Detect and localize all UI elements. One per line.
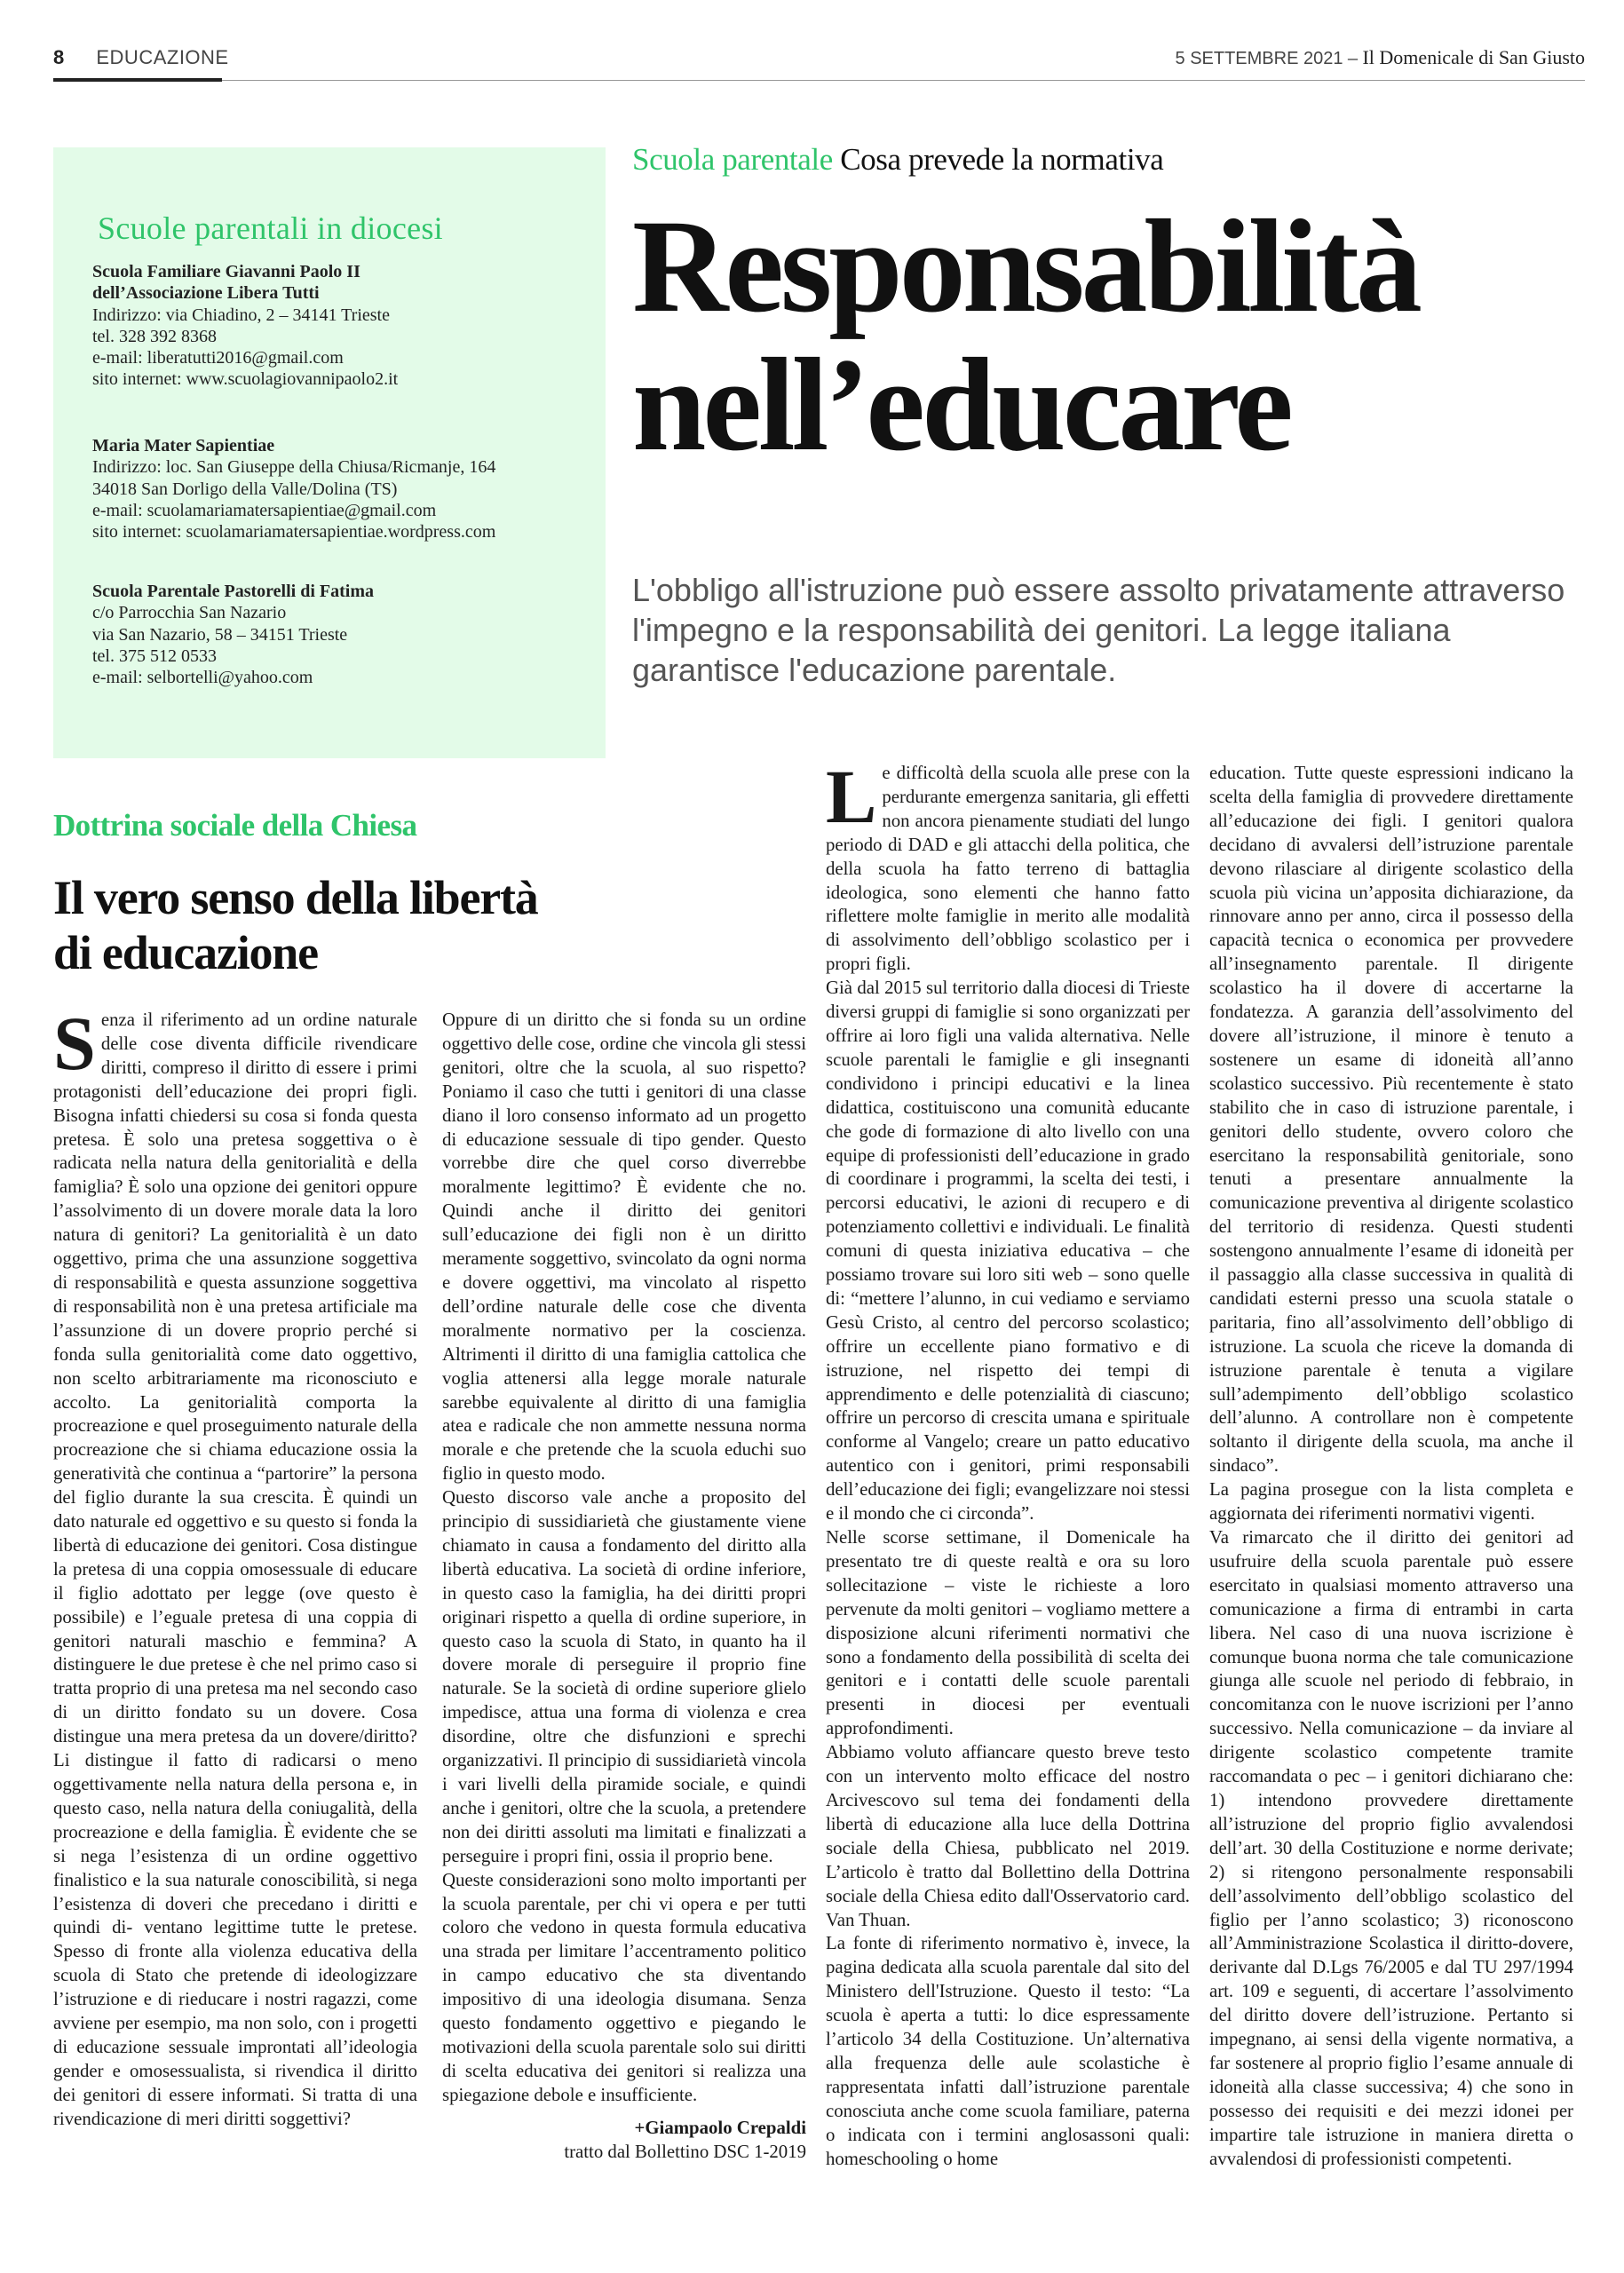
school-email: e-mail: liberatutti2016@gmail.com (92, 348, 344, 368)
page-header-left (53, 46, 229, 69)
publication-name: Il Domenicale di San Giusto (1362, 46, 1585, 68)
secondary-title (53, 870, 538, 980)
drop-cap: S (53, 1001, 96, 1086)
article-column-2 (442, 1009, 806, 2165)
body-paragraph: education. Tutte queste espressioni indicano la scelta della famiglia di provvedere direttamente all’educazione dei figli. I genitori qualora decidano di avvalersi dell’istruzione parentale devono rilasciare al dirigente scolastico della scuola più vicina un’apposita dichiarazione, da rinnovare anno per anno, circa il possesso della capacità tecnica o economica per provvedere all’insegnamento parentale. Il dirigente scolastico ha il dovere di accertarne la fondatezza. A garanzia dell’assolvimento del dovere all’istruzione, il minore è tenuto a sostenere un esame di idoneità all’anno scolastico successivo. Più recentemente è stato stabilito che in caso di istruzione parentale, i genitori dello studente, ovvero coloro che esercitano la responsabilità genitoriale, sono tenuti a presentare annualmente la comunicazione preventiva al dirigente scolastico del territorio di residenza. Questi studenti sostengono annualmente l’esame di idoneità per il passaggio alla classe successiva in qualità di candidati esterni presso una scuola statale o paritaria, fino all’assolvimento dell’obbligo di istruzione. La scuola che riceve la domanda di istruzione parentale è tenuta a vigilare sull’adempimento dell’obbligo scolastico dell’alunno. A controllare non è competente soltanto il dirigente della scuola, ma anche il sindaco”. (1209, 763, 1573, 1477)
school-address-cont: 34018 San Dorligo della Valle/Dolina (TS) (92, 479, 398, 499)
sidebar-title: Scuole parentali in diocesi (98, 210, 443, 246)
header-rule-accent (53, 78, 222, 82)
page-header-right (1176, 46, 1585, 69)
article-column-1 (53, 1001, 417, 2132)
school-address: Indirizzo: via Chiadino, 2 – 34141 Trieste (92, 305, 390, 325)
article-column-3 (826, 754, 1190, 2171)
header-rule (53, 80, 1585, 81)
body-paragraph: La pagina prosegue con la lista completa e aggiornata dei riferimenti normativi vigenti. (1209, 1479, 1573, 1525)
main-kicker-green: Scuola parentale (632, 142, 833, 177)
school-address: Indirizzo: loc. San Giuseppe della Chiusa/Ricmanje, 164 (92, 457, 496, 478)
school-name: Scuola Parentale Pastorelli di Fatima (92, 582, 375, 601)
article-column-4 (1209, 762, 1573, 2171)
article-signature: +Giampaolo Crepaldi (634, 2117, 806, 2138)
body-paragraph: Nelle scorse settimane, il Domenicale ha presentato tre di queste realtà e ora su loro sollecitazione – viste le richieste a loro pervenute da molti genitori – vogliamo mettere a disposizione alcuni riferimenti normativi che sono a fondamento della possibilità di scelta dei genitori e i contatti delle scuole parentali presenti in diocesi per eventuali approfondimenti. (826, 1527, 1190, 1739)
school-website: sito internet: scuolamariamatersapientiae.wordpress.com (92, 522, 496, 543)
article-source: tratto dal Bollettino DSC 1-2019 (564, 2141, 806, 2162)
school-name-cont: dell’Associazione Libera Tutti (92, 283, 320, 304)
body-paragraph: Oppure di un diritto che si fonda su un ordine oggettivo delle cose, ordine che vincola gli stessi genitori, oltre che la scuola, al suo rispetto? Poniamo il caso che tutti i genitori di una classe diano il loro consenso informato ad un progetto di educazione sessuale di tipo gender. Questo vorrebbe dire che quel corso diverrebbe moralmente legittimo? È evidente che no. Quindi anche il diritto dei genitori sull’educazione dei figli non è un diritto meramente soggettivo, svincolato da ogni norma e dovere oggettivi, ma vincolato al rispetto dell’ordine naturale delle cose che diventa moralmente normativo per la coscienza. Altrimenti il diritto di una famiglia cattolica che voglia attenersi alla legge morale naturale sarebbe equivalente al diritto di una famiglia atea e radicale che non ammette nessuna norma morale e che pretende che la scuola educhi suo figlio in questo modo. (442, 1010, 806, 1485)
school-name: Scuola Familiare Giavanni Paolo II (92, 262, 360, 281)
sidebar-entry-2 (92, 435, 495, 543)
section-label: EDUCAZIONE (96, 46, 229, 68)
secondary-title-line-2: di educazione (53, 926, 318, 979)
body-paragraph: La fonte di riferimento normativo è, invece, la pagina dedicata alla scuola parentale dal sito del Ministero dell'Istruzione. Questo il testo: “La scuola è aperta a tutti: lo dice espressamente l’articolo 34 della Costituzione. Un’alternativa alla frequenza delle aule scolastiche è rappresentata infatti dall’istruzione parentale conosciuta anche come scuola familiare, paterna o indicata con i termini anglosassoni quali: homeschooling o home (826, 1933, 1190, 2169)
main-subhead: L'obbligo all'istruzione può essere assolto privatamente attraverso l'impegno e la responsabilità dei genitori. La legge italiana garantisce l'educazione parentale. (632, 572, 1565, 688)
main-kicker-black: Cosa prevede la normativa (840, 142, 1164, 177)
school-website: sito internet: www.scuolagiovannipaolo2.it (92, 369, 399, 390)
sidebar-entry-1 (92, 261, 398, 391)
school-email: e-mail: selbortelli@yahoo.com (92, 668, 313, 688)
main-kicker (632, 142, 1163, 178)
sidebar-entry-3 (92, 581, 374, 688)
secondary-kicker: Dottrina sociale della Chiesa (53, 808, 417, 843)
body-paragraph: e difficoltà della scuola alle prese con la perdurante emergenza sanitaria, gli effetti non ancora pienamente studiati del lungo periodo di DAD e gli attacchi della politica, che della scuola ha fatto terreno di battaglia ideologica, sono elementi che hanno fatto riflettere molte famiglie in merito alle modalità di assolvimento dell’obbligo scolastico per i propri figli. (826, 763, 1190, 975)
body-paragraph: Questo discorso vale anche a proposito del principio di sussidiarietà che giustamente viene chiamato in causa a fondamento del diritto alla libertà educativa. La società di ordine inferiore, in questo caso la famiglia, ha dei diritti propri originari rispetto a quella di ordine superiore, in questo caso la scuola di Stato, in quanto ha il dovere morale di perseguire il proprio fine naturale. Se la società di ordine superiore glielo impedisce, attua una forma di violenza e crea disordine, oltre che disfunzioni e sprechi organizzativi. Il principio di sussidiarietà vincola i vari livelli della piramide sociale, e quindi anche i genitori, oltre che la scuola, a pretendere non dei diritti assoluti ma limitati e finalizzati a perseguire i propri fini, ossia il proprio bene. (442, 1487, 806, 1866)
page-number: 8 (53, 46, 65, 68)
school-name: Maria Mater Sapientiae (92, 436, 275, 455)
issue-date: 5 SETTEMBRE 2021 (1175, 49, 1343, 68)
main-headline (632, 193, 1419, 479)
main-headline-line-2: nell’educare (632, 331, 1290, 479)
body-paragraph: Va rimarcato che il diritto dei genitori ad usufruire della scuola parentale può essere esercitato in qualsiasi momento attraverso una comunicazione a firma di entrambi in carta libera. Nel caso di una nuova iscrizione è comunque buona norma che tale comunicazione giunga alle scuole nel periodo di febbraio, in concomitanza con le nuove iscrizioni per l’anno successivo. Nella comunicazione – da inviare al dirigente scolastico competente tramite raccomandata o pec – i genitori dichiarano che: 1) intendono provvedere direttamente all’istruzione del proprio figlio avvalendosi dell’art. 30 della Costituzione e norme derivate; 2) si ritengono personalmente responsabili dell’assolvimento dell’obbligo scolastico del figlio per l’anno scolastico; 3) riconoscono all’Amministrazione Scolastica il diritto-dovere, derivante dal D.Lgs 76/2005 e dal TU 297/1994 art. 109 e seguenti, di accertare l’assolvimento del diritto dovere dell’istruzione. Pertanto si impegnano, ai sensi della vigente normativa, a far sostenere al proprio figlio l’esame annuale di idoneità alla classe successiva; 4) che sono in possesso dei requisiti e dei mezzi idonei per impartire tale istruzione in maniera diretta o avvalendosi di professionisti competenti. (1209, 1527, 1573, 2169)
main-headline-line-1: Responsabilità (632, 193, 1419, 340)
header-separator: – (1343, 46, 1363, 68)
body-paragraph: Queste considerazioni sono molto importanti per la scuola parentale, per chi vi opera e per tutti coloro che vedono in questa formula educativa una strada per limitare l’accentramento politico in campo educativo che sta diventando impositivo di una ideologia disumana. Senza questo fondamento oggettivo e piegando le motivazioni della scuola parentale solo sui diritti di scelta educativa dei genitori si realizza una spiegazione debole e insufficiente. (442, 1869, 806, 2105)
school-email: e-mail: scuolamariamatersapientiae@gmail.com (92, 500, 437, 520)
school-address-cont: via San Nazario, 58 – 34151 Trieste (92, 624, 348, 645)
body-paragraph: Già dal 2015 sul territorio dalla diocesi di Trieste diversi gruppi di famiglie si sono organizzati per offrire ai loro figli una valida alternativa. Nelle scuole parentali le famiglie e gli insegnanti condividono i principi educativi e la linea didattica, costituiscono una comunità educante che gode di formazione di alto livello con una equipe di professionisti dell’educazione in grado di coordinare i programmi, la scelta dei testi, i percorsi educativi, le azioni di recupero e di potenziamento collettivi e individuali. Le finalità comuni di questa iniziativa educativa – che possiamo trovare sui loro siti web – sono quelle di: “mettere l’alunno, in cui vediamo e serviamo Gesù Cristo, al centro del percorso scolastico; offrire un eccellente piano formativo e di istruzione, nel rispetto dei tempi di apprendimento e delle potenzialità di ciascuno; offrire un percorso di crescita umana e spirituale conforme al Vangelo; creare un patto educativo autentico con i genitori, primi responsabili dell’educazione dei figli; evangelizzare noi stessi e il mondo che ci circonda”. (826, 978, 1190, 1525)
body-paragraph: Abbiamo voluto affiancare questo breve testo con un intervento molto efficace del nostro Arcivescovo sul tema dei fondamenti della libertà di educazione alla luce della Dottrina sociale della Chiesa, pubblicato nel 2019. L’articolo è tratto dal Bollettino della Dottrina sociale della Chiesa edito dall'Osservatorio card. Van Thuan. (826, 1742, 1190, 1930)
body-paragraph: enza il riferimento ad un ordine naturale delle cose diventa difficile rivendicare diritti, compreso il diritto di essere i primi protagonisti dell’educazione dei propri figli. Bisogna infatti chiedersi su cosa si fonda questa pretesa. È solo una pretesa soggettiva o è radicata nella natura della genitorialità e della famiglia? È solo una opzione dei genitori oppure l’assolvimento di un dovere morale data la loro natura di genitori? La genitorialità è un dato oggettivo, prima che una assunzione soggettiva di responsabilità e questa assunzione soggettiva di responsabilità non è una pretesa artificiale ma l’assunzione di un dovere proprio perché si fonda sulla genitorialità come dato oggettivo, non scelto arbitrariamente ma riconosciuto e accolto. La genitorialità comporta la procreazione e quel proseguimento naturale della procreazione che si chiama educazione ossia la generatività che continua a “partorire” la persona del figlio durante la sua crescita. È quindi un dato naturale ed oggettivo e su questo si fonda la libertà di educazione dei genitori. Cosa distingue la pretesa di una coppia omosessuale di educare il figlio adottato per legge (ove questo è possibile) e l’eguale pretesa di una coppia di genitori naturali maschio e femmina? A distinguere le due pretese è che nel primo caso si tratta proprio di una pretesa ma nel secondo caso di un diritto fondato su un dovere. Cosa distingue una mera pretesa da un dovere/diritto? Li distingue il fatto di radicarsi o meno oggettivamente nella natura della persona e, in questo caso, nella natura della coniugalità, della procreazione e della famiglia. È evidente che se si nega l’esistenza di un ordine oggettivo finalistico e la sua naturale conoscibilità, si nega l’esistenza di doveri che precedano i diritti e quindi di- ventano legittime tutte le pretese. Spesso di fronte alla violenza educativa della scuola di Stato che pretende di ideologizzare l’istruzione e di rieducare i nostri ragazzi, come avviene per esempio, ma non solo, con i progetti di educazione sessuale improntati all’ideologia gender e omosessualista, si rivendica il diritto dei genitori di essere informati. Si tratta di una rivendicazione di meri diritti soggettivi? (53, 1010, 417, 2129)
school-phone: tel. 328 392 8368 (92, 326, 217, 346)
secondary-title-line-1: Il vero senso della libertà (53, 871, 538, 924)
school-phone: tel. 375 512 0533 (92, 645, 217, 666)
drop-cap: L (826, 754, 877, 839)
school-address: c/o Parrocchia San Nazario (92, 603, 287, 623)
